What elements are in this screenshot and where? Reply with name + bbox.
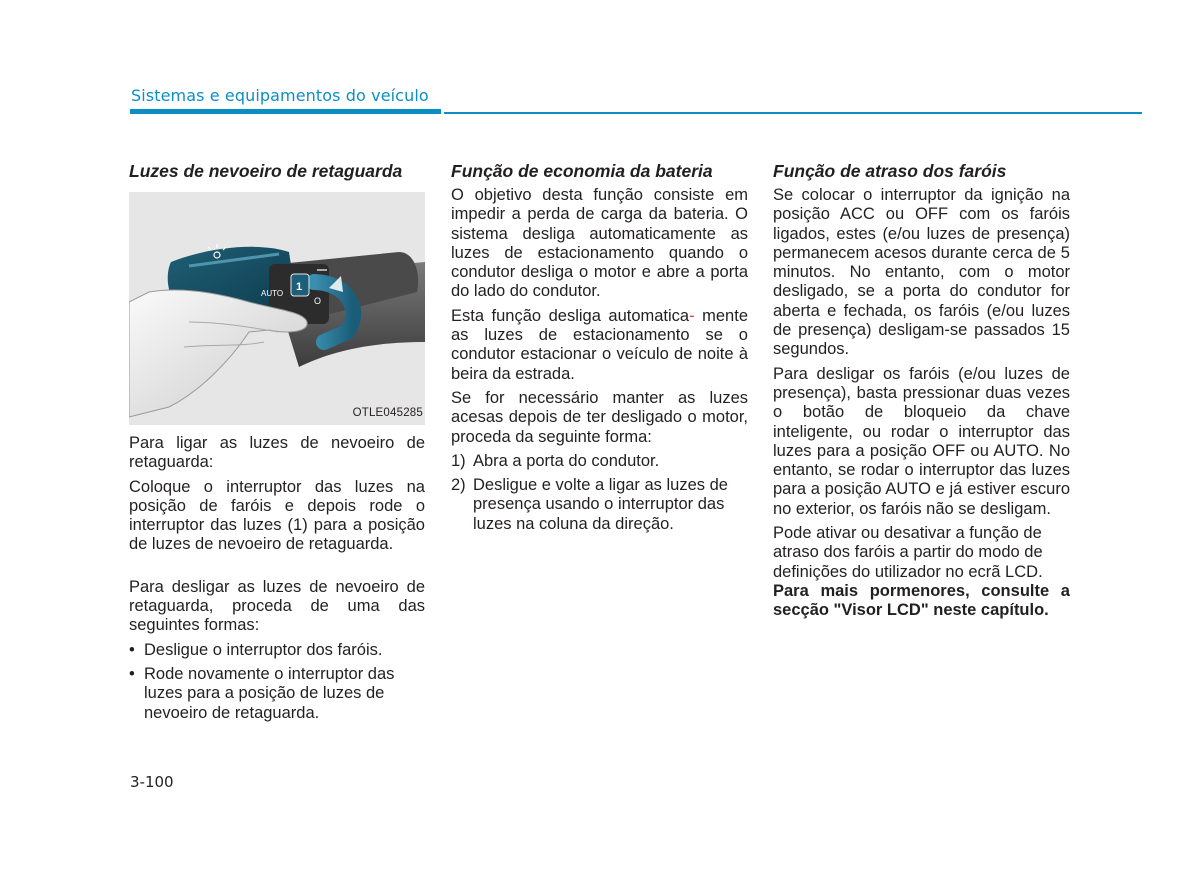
step-text: Abra a porta do condutor. <box>473 451 660 470</box>
text-span: Pode ativar ou desativar a função de atraso dos faróis a partir do modo de definições do utilizador no ecrã LCD. <box>773 524 1043 581</box>
list-item-text: Rode novamente o interruptor das luzes para a posição de luzes de nevoeiro de retaguarda. <box>144 664 395 722</box>
step-number: 1) <box>451 451 466 470</box>
bullet-list <box>129 641 425 723</box>
column-rear-fog-lights <box>129 160 425 728</box>
headlight-delay-heading: Função de atraso dos faróis <box>773 161 1007 181</box>
paragraph: Para desligar as luzes de nevoeiro de retaguarda, proceda de uma das seguintes formas: <box>129 577 425 635</box>
paragraph <box>451 307 748 384</box>
reference-note: Para mais pormenores, consulte a secção "Visor LCD" neste capítulo. <box>773 581 1070 620</box>
battery-saver-heading: Função de economia da bateria <box>451 161 713 181</box>
page-number: 3-100 <box>130 773 174 791</box>
paragraph: Se colocar o interruptor da ignição na posição ACC ou OFF com os faróis ligados, estes (e/ou luzes de presença) permanecem acesos durante cerca de 5 minutos. No entanto, com o motor desligado, se a porta do condutor for aberta e fechada, os faróis (e/ou luzes de presença) desligam-se passados 15 segundos. <box>773 186 1070 359</box>
bullet-mark: • <box>129 640 135 659</box>
paragraph <box>773 524 1070 582</box>
list-item-text: Desligue o interruptor dos faróis. <box>144 640 383 659</box>
step-list <box>451 452 748 534</box>
rear-fog-heading: Luzes de nevoeiro de retaguarda <box>129 161 403 181</box>
paragraph: O objetivo desta função consiste em impedir a perda de carga da bateria. O sistema desliga automaticamente as luzes de estacionamento quando o condutor desliga o motor e abre a porta do lado do condutor. <box>451 186 748 301</box>
step-text: Desligue e volte a ligar as luzes de presença usando o interruptor das luzes na coluna da direção. <box>473 476 728 533</box>
bullet-mark: • <box>129 664 135 683</box>
list-item <box>451 476 748 534</box>
section-title: Sistemas e equipamentos do veículo <box>131 86 429 105</box>
header-rule-thin <box>444 112 1142 114</box>
spacer <box>129 560 425 578</box>
header-rule-thick <box>130 109 441 114</box>
text-span: Esta função desliga automatica <box>451 306 690 325</box>
step-number: 2) <box>451 476 466 495</box>
paragraph: Para desligar os faróis (e/ou luzes de presença), basta pressionar duas vezes o botão de bloqueio da chave inteligente, ou rodar o interruptor das luzes para a posição OFF ou AUTO. No entanto, se rodar o interruptor das luzes para a posição AUTO e já estiver escuro no exterior, os faróis não se desligam. <box>773 364 1070 518</box>
paragraph: Coloque o interruptor das luzes na posição de faróis e depois rode o interruptor das luzes (1) para a posição de luzes de nevoeiro de retaguarda. <box>129 477 425 554</box>
paragraph: Se for necessário manter as luzes acesas depois de ter desligado o motor, proceda da seguinte forma: <box>451 388 748 446</box>
switch-number-badge: 1 <box>296 281 303 293</box>
list-item <box>129 665 425 723</box>
figure-code: OTLE045285 <box>352 406 423 419</box>
column-battery-saver <box>451 160 748 539</box>
column-headlight-delay <box>773 160 1070 626</box>
list-item <box>129 641 425 660</box>
light-switch-illustration <box>129 192 425 425</box>
switch-label-off: O <box>314 296 322 306</box>
paragraph: Para ligar as luzes de nevoeiro de retaguarda: <box>129 434 425 472</box>
light-switch-figure <box>129 192 425 425</box>
hyphen: - <box>689 306 695 325</box>
text-span: mente as luzes de estacionamento se o condutor estacionar o veículo de noite à beira da estrada. <box>451 306 748 383</box>
switch-label-auto: AUTO <box>261 289 284 298</box>
list-item <box>451 452 748 471</box>
